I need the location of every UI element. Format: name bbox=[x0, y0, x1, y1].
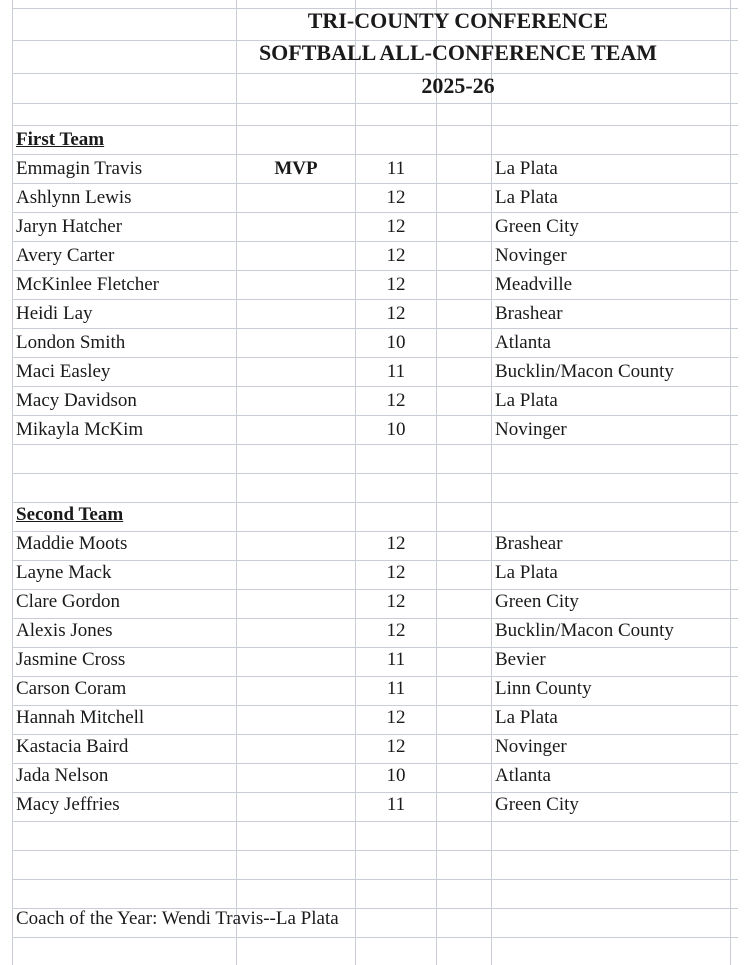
player-school: La Plata bbox=[495, 562, 558, 583]
table-row bbox=[0, 270, 750, 299]
season-title: 2025-26 bbox=[421, 73, 495, 98]
table-row bbox=[0, 645, 750, 674]
first-team-heading-row bbox=[0, 125, 750, 154]
grid-row-line bbox=[12, 103, 738, 104]
player-name: Macy Jeffries bbox=[16, 794, 120, 815]
player-name: Hannah Mitchell bbox=[16, 707, 145, 728]
player-grade: 12 bbox=[386, 533, 406, 554]
player-grade: 11 bbox=[386, 361, 406, 382]
player-grade: 12 bbox=[386, 620, 406, 641]
player-school: La Plata bbox=[495, 707, 558, 728]
player-grade: 12 bbox=[386, 736, 406, 757]
player-grade: 11 bbox=[386, 649, 406, 670]
player-name: Kastacia Baird bbox=[16, 736, 129, 757]
player-name: Jaryn Hatcher bbox=[16, 216, 123, 237]
player-name: Ashlynn Lewis bbox=[16, 187, 132, 208]
player-grade: 12 bbox=[386, 274, 406, 295]
table-row bbox=[0, 212, 750, 241]
coach-of-the-year: Coach of the Year: Wendi Travis--La Plata bbox=[16, 908, 339, 929]
player-name: Maci Easley bbox=[16, 361, 111, 382]
player-school: Bucklin/Macon County bbox=[495, 620, 674, 641]
grid-row-line bbox=[12, 850, 738, 851]
table-row bbox=[0, 558, 750, 587]
player-school: Novinger bbox=[495, 736, 567, 757]
player-school: Green City bbox=[495, 216, 579, 237]
table-row bbox=[0, 154, 750, 183]
table-row bbox=[0, 241, 750, 270]
grid-row-line bbox=[12, 444, 738, 445]
table-row bbox=[0, 529, 750, 558]
player-school: Green City bbox=[495, 591, 579, 612]
player-school: Brashear bbox=[495, 303, 563, 324]
table-row bbox=[0, 415, 750, 444]
player-name: Alexis Jones bbox=[16, 620, 113, 641]
player-grade: 11 bbox=[386, 158, 406, 179]
table-row bbox=[0, 761, 750, 790]
player-school: La Plata bbox=[495, 158, 558, 179]
player-school: La Plata bbox=[495, 187, 558, 208]
player-grade: 10 bbox=[386, 765, 406, 786]
player-name: McKinlee Fletcher bbox=[16, 274, 159, 295]
player-name: Heidi Lay bbox=[16, 303, 93, 324]
player-grade: 10 bbox=[386, 419, 406, 440]
player-name: London Smith bbox=[16, 332, 126, 353]
award-badge: MVP bbox=[274, 158, 318, 179]
player-grade: 10 bbox=[386, 332, 406, 353]
player-school: Atlanta bbox=[495, 765, 551, 786]
table-row bbox=[0, 386, 750, 415]
table-row bbox=[0, 299, 750, 328]
player-name: Jasmine Cross bbox=[16, 649, 126, 670]
table-row bbox=[0, 674, 750, 703]
player-grade: 12 bbox=[386, 216, 406, 237]
table-row bbox=[0, 183, 750, 212]
player-school: Linn County bbox=[495, 678, 592, 699]
player-name: Macy Davidson bbox=[16, 390, 137, 411]
grid-row-line bbox=[12, 937, 738, 938]
player-grade: 11 bbox=[386, 794, 406, 815]
table-row bbox=[0, 587, 750, 616]
player-name: Emmagin Travis bbox=[16, 158, 143, 179]
player-grade: 12 bbox=[386, 245, 406, 266]
table-row bbox=[0, 328, 750, 357]
player-grade: 12 bbox=[386, 591, 406, 612]
table-row bbox=[0, 357, 750, 386]
player-school: Atlanta bbox=[495, 332, 551, 353]
player-grade: 11 bbox=[386, 678, 406, 699]
player-school: Green City bbox=[495, 794, 579, 815]
player-school: La Plata bbox=[495, 390, 558, 411]
player-name: Clare Gordon bbox=[16, 591, 120, 612]
player-school: Novinger bbox=[495, 245, 567, 266]
player-name: Layne Mack bbox=[16, 562, 112, 583]
player-name: Jada Nelson bbox=[16, 765, 109, 786]
table-row bbox=[0, 732, 750, 761]
conference-title: TRI-COUNTY CONFERENCE bbox=[307, 8, 609, 33]
grid-row-line bbox=[12, 821, 738, 822]
player-school: Meadville bbox=[495, 274, 573, 295]
player-school: Brashear bbox=[495, 533, 563, 554]
grid-row-line bbox=[12, 473, 738, 474]
player-grade: 12 bbox=[386, 562, 406, 583]
player-school: Bucklin/Macon County bbox=[495, 361, 674, 382]
player-name: Carson Coram bbox=[16, 678, 127, 699]
team-title: SOFTBALL ALL-CONFERENCE TEAM bbox=[258, 40, 658, 65]
player-name: Mikayla McKim bbox=[16, 419, 144, 440]
table-row bbox=[0, 790, 750, 819]
first-team-heading: First Team bbox=[16, 129, 105, 150]
table-row bbox=[0, 703, 750, 732]
table-row bbox=[0, 616, 750, 645]
player-school: Novinger bbox=[495, 419, 567, 440]
player-grade: 12 bbox=[386, 707, 406, 728]
player-grade: 12 bbox=[386, 303, 406, 324]
player-name: Avery Carter bbox=[16, 245, 115, 266]
grid-row-line bbox=[12, 879, 738, 880]
player-school: Bevier bbox=[495, 649, 546, 670]
player-grade: 12 bbox=[386, 390, 406, 411]
player-grade: 12 bbox=[386, 187, 406, 208]
player-name: Maddie Moots bbox=[16, 533, 128, 554]
second-team-heading-row bbox=[0, 500, 750, 529]
second-team-heading: Second Team bbox=[16, 504, 124, 525]
